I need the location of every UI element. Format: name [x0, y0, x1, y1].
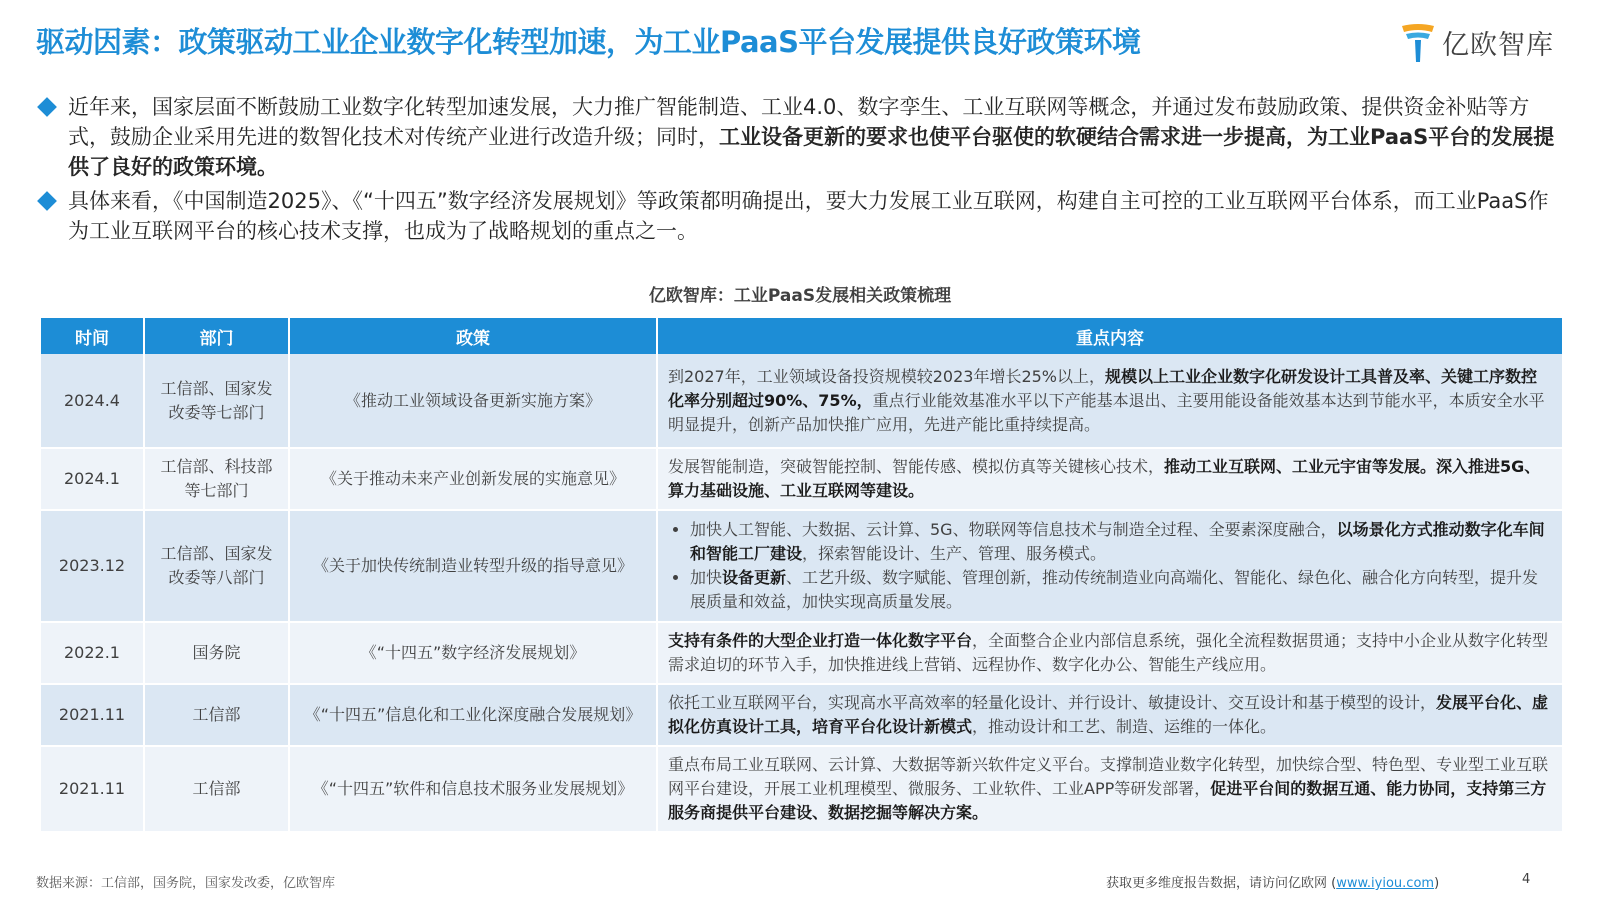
- cell-dept: 工信部、科技部等七部门: [144, 448, 289, 510]
- logo-text: 亿欧智库: [1442, 29, 1554, 61]
- table-row: [41, 354, 1563, 448]
- cell-time: 2024.1: [41, 448, 144, 510]
- cell-policy: 《关于推动未来产业创新发展的实施意见》: [289, 448, 657, 510]
- policy-table: [41, 318, 1564, 833]
- cell-content: 重点布局工业互联网、云计算、大数据等新兴软件定义平台。支撑制造业数字化转型，加快综合型、特色型、专业型工业互联网平台建设，开展工业机理模型、微服务、工业软件、工业APP等研发部署，促进平台间的数据互通、能力协同，支持第三方服务商提供平台建设、数据挖掘等解决方案。: [657, 746, 1563, 832]
- table-row: [41, 746, 1563, 832]
- cell-dept: 国务院: [144, 622, 289, 684]
- page-title: 驱动因素：政策驱动工业企业数字化转型加速，为工业PaaS平台发展提供良好政策环境: [36, 25, 1141, 59]
- more-info-note: 获取更多维度报告数据，请访问亿欧网 (www.iyiou.com): [1106, 876, 1440, 891]
- data-source-note: 数据来源：工信部，国务院，国家发改委，亿欧智库: [36, 876, 336, 891]
- cell-policy: 《“十四五”数字经济发展规划》: [289, 622, 657, 684]
- column-header-content: 重点内容: [657, 318, 1563, 354]
- cell-time: 2021.11: [41, 746, 144, 832]
- diamond-bullet-icon: [37, 191, 57, 211]
- list-item: • 加快设备更新、工艺升级、数字赋能、管理创新，推动传统制造业向高端化、智能化、绿色化、融合化方向转型，提升发展质量和效益，加快实现高质量发展。: [690, 566, 1552, 614]
- table-title: 亿欧智库：工业PaaS发展相关政策梳理: [648, 286, 952, 306]
- table-header-row: [41, 318, 1563, 354]
- cell-time: 2021.11: [41, 684, 144, 746]
- table-row: [41, 622, 1563, 684]
- cell-content: 依托工业互联网平台，实现高水平高效率的轻量化设计、并行设计、敏捷设计、交互设计和基于模型的设计，发展平台化、虚拟化仿真设计工具，培育平台化设计新模式，推动设计和工艺、制造、运维的一体化。: [657, 684, 1563, 746]
- cell-time: 2024.4: [41, 354, 144, 448]
- list-item: • 加快人工智能、大数据、云计算、5G、物联网等信息技术与制造全过程、全要素深度融合，以场景化方式推动数字化车间和智能工厂建设，探索智能设计、生产、管理、服务模式。: [690, 518, 1552, 566]
- bullet-item: [36, 92, 1568, 182]
- column-header-policy: 政策: [289, 318, 657, 354]
- table-row: [41, 510, 1563, 622]
- cell-policy: 《“十四五”软件和信息技术服务业发展规划》: [289, 746, 657, 832]
- column-header-time: 时间: [41, 318, 144, 354]
- cell-dept: 工信部: [144, 746, 289, 832]
- cell-content: [657, 510, 1563, 622]
- cell-policy: 《“十四五”信息化和工业化深度融合发展规划》: [289, 684, 657, 746]
- cell-dept: 工信部、国家发改委等七部门: [144, 354, 289, 448]
- cell-policy: 《关于加快传统制造业转型升级的指导意见》: [289, 510, 657, 622]
- table-row: [41, 448, 1563, 510]
- yiou-logo-icon: [1398, 20, 1438, 64]
- page-number: 4: [1522, 872, 1531, 887]
- cell-content: 到2027年，工业领域设备投资规模较2023年增长25%以上，规模以上工业企业数字化研发设计工具普及率、关键工序数控化率分别超过90%、75%，重点行业能效基准水平以下产能基本退出、主要用能设备能效基本达到节能水平，本质安全水平明显提升，创新产品加快推广应用，先进产能比重持续提高。: [657, 354, 1563, 448]
- cell-policy: 《推动工业领域设备更新实施方案》: [289, 354, 657, 448]
- website-link[interactable]: www.iyiou.com: [1336, 876, 1435, 891]
- bullet-text: 近年来，国家层面不断鼓励工业数字化转型加速发展，大力推广智能制造、工业4.0、数字孪生、工业互联网等概念，并通过发布鼓励政策、提供资金补贴等方式，鼓励企业采用先进的数智化技术对传统产业进行改造升级；同时，工业设备更新的要求也使平台驱使的软硬结合需求进一步提高，为工业PaaS平台的发展提供了良好的政策环境。: [68, 95, 1555, 179]
- cell-time: 2023.12: [41, 510, 144, 622]
- cell-dept: 工信部、国家发改委等八部门: [144, 510, 289, 622]
- cell-time: 2022.1: [41, 622, 144, 684]
- table-row: [41, 684, 1563, 746]
- column-header-dept: 部门: [144, 318, 289, 354]
- diamond-bullet-icon: [37, 97, 57, 117]
- intro-bullets: [36, 92, 1568, 250]
- brand-logo: [1398, 20, 1554, 64]
- cell-content: 支持有条件的大型企业打造一体化数字平台，全面整合企业内部信息系统，强化全流程数据贯通；支持中小企业从数字化转型需求迫切的环节入手，加快推进线上营销、远程协作、数字化办公、智能生产线应用。: [657, 622, 1563, 684]
- bullet-item: [36, 186, 1568, 246]
- bullet-text: 具体来看，《中国制造2025》、《“十四五”数字经济发展规划》等政策都明确提出，要大力发展工业互联网，构建自主可控的工业互联网平台体系，而工业PaaS作为工业互联网平台的核心技术支撑，也成为了战略规划的重点之一。: [68, 189, 1549, 243]
- cell-content: 发展智能制造，突破智能控制、智能传感、模拟仿真等关键核心技术，推动工业互联网、工业元宇宙等发展。深入推进5G、算力基础设施、工业互联网等建设。: [657, 448, 1563, 510]
- cell-dept: 工信部: [144, 684, 289, 746]
